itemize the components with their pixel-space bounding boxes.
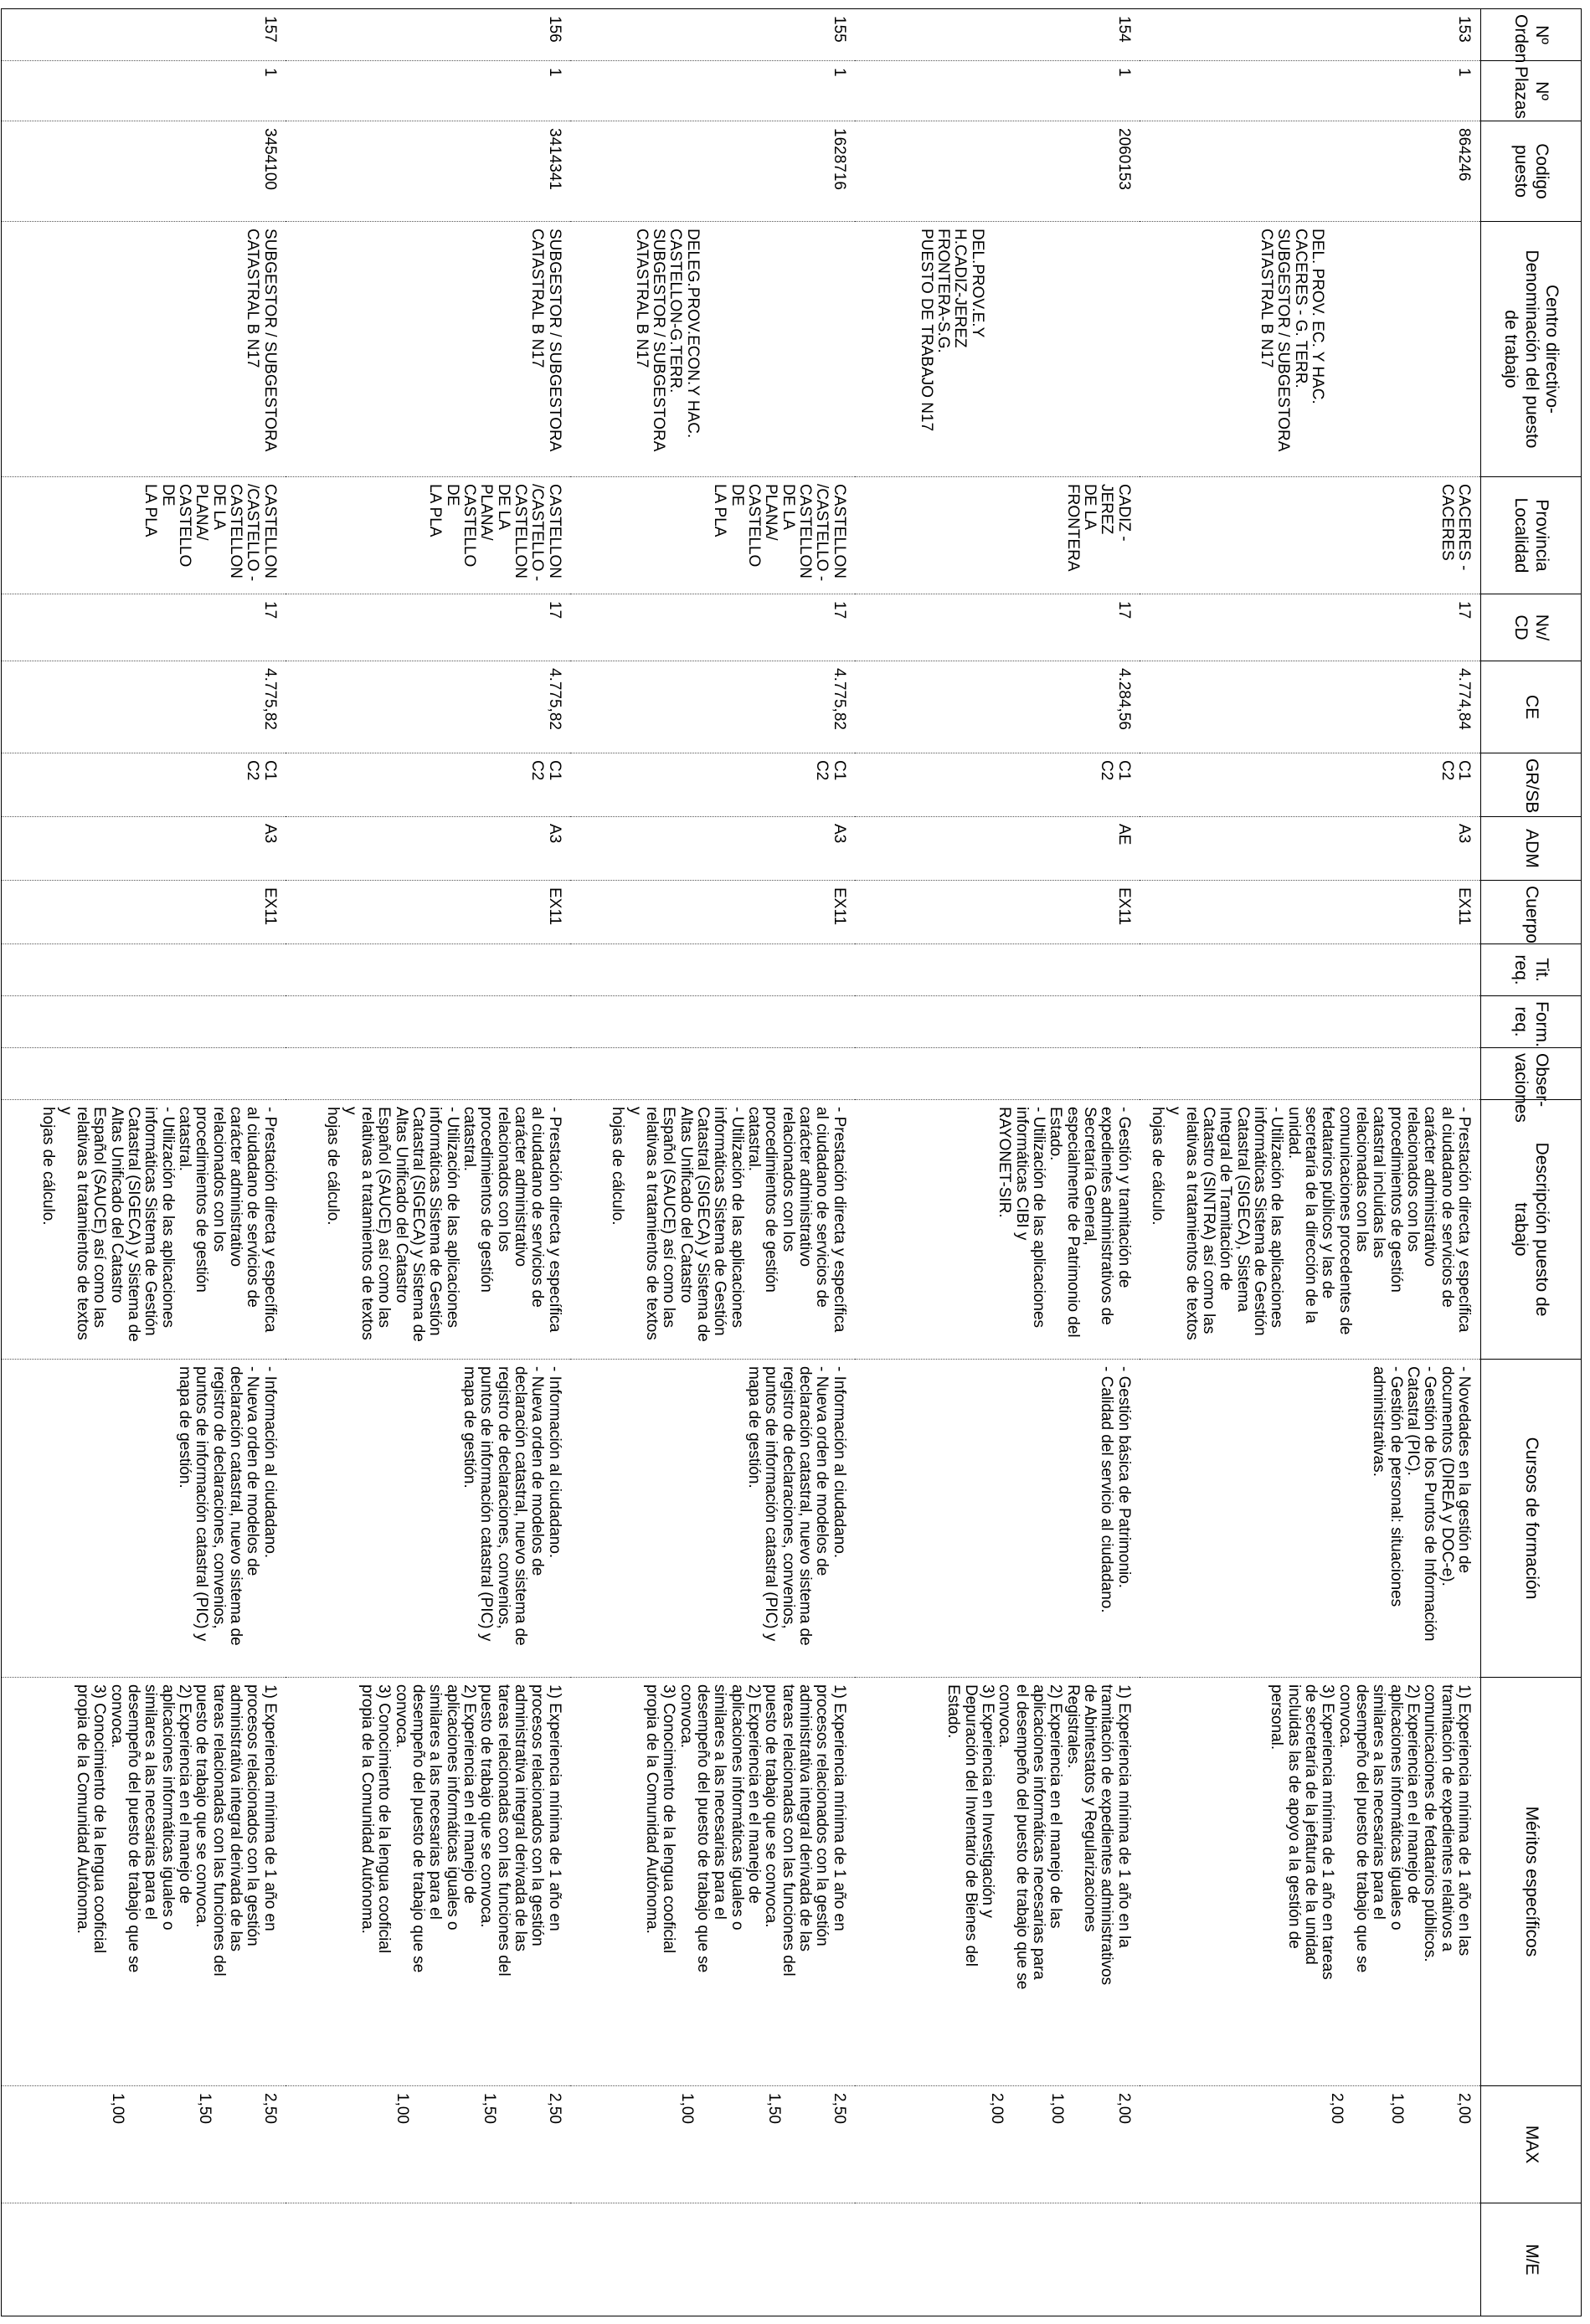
max-value-2: 1,00 [1047,2093,1066,2124]
max-value-2: 1,50 [195,2093,214,2124]
cell-cuerpo: EX11 [286,881,571,944]
header-obs: Obser- vaciones [1481,1048,1582,1100]
cell-centro: SUBGESTOR / SUBGESTORA CATASTRAL B N17 [2,222,286,477]
cell-cursos: - Novedades en la gestión de documentos (DIREA y DOC-e). - Gestión de los Puntos de Información Catastral (PIC). - Gestión de personal: situaciones administrativas. [1140,1360,1481,1678]
cell-provincia: CASTELLON /CASTELLO - CASTELLON DE LA PLANA/ CASTELLO DE LA PLA [571,477,856,594]
header-cursos: Cursos de formación [1481,1360,1582,1678]
cell-max [2,2086,286,2203]
table-row [1140,9,1481,2316]
header-tit: Tit. req. [1481,944,1582,996]
header-meritos: Méritos específicos [1481,1678,1582,2086]
cell-codigo: 3414341 [286,121,571,222]
header-max: MAX [1481,2086,1582,2203]
cell-form [1140,996,1481,1048]
cell-plazas: 1 [1140,61,1481,121]
table-row [571,9,856,2316]
cell-descripcion: - Prestación directa y específica al ciudadano de servicios de carácter administrativo relacionados con los procedimientos de gestión catastral incluidas las relacionadas con las comunicaciones procedentes de fedatarios públicos y las de secretaría de la dirección de la unidad. - Utilización de las aplicaciones informáticas Sistema de Gestión Catastral (SIGECA), Sistema Integral de Tramitación de Catastro (SINTRA) así como las relativas a tratamientos de textos y hojas de cálculo. [1140,1100,1481,1360]
cell-plazas: 1 [571,61,856,121]
cell-provincia: CASTELLON /CASTELLO - CASTELLON DE LA PLANA/ CASTELLO DE LA PLA [286,477,571,594]
cell-meritos: 1) Experiencia mínima de 1 año en procesos relacionados con la gestión administrativa integral derivada de las tareas relacionadas con las funciones del puesto de trabajo que se convoca. 2) Experiencia en el manejo de aplicaciones informáticas iguales o similares a las necesarias para el desempeño del puesto de trabajo que se convoca. 3) Conocimiento de la lengua cooficial propia de la Comunidad Autónoma. [2,1678,286,2086]
cell-descripcion: - Prestación directa y específica al ciudadano de servicios de carácter administrativo relacionados con los procedimientos de gestión catastral. - Utilización de las aplicaciones informáticas Sistema de Gestión Catastral (SIGECA) y Sistema de Altas Unificado del Catastro Español (SAUCE) así como las relativas a tratamientos de textos y hojas de cálculo. [286,1100,571,1360]
cell-codigo: 1628716 [571,121,856,222]
max-value-1: 2,00 [1455,2093,1473,2124]
cell-cursos: - Gestión básica de Patrimonio. - Calidad del servicio al ciudadano. [856,1360,1140,1678]
max-value-2: 1,50 [764,2093,783,2124]
cell-form [286,996,571,1048]
table-row [286,9,571,2316]
table-row [856,9,1140,2316]
cell-me [286,2203,571,2316]
cell-meritos: 1) Experiencia mínima de 1 año en las tramitación de expedientes relativos a comunicaciones de fedatarios públicos. 2) Experiencia en el manejo de aplicaciones informáticas iguales o similares a las necesarias para el desempeño del puesto de trabajo que se convoca. 3) Experiencia mínima de 1 año en tareas de secretaría de la jefatura de la unidad incluidas las de apoyo a la gestión de personal. [1140,1678,1481,2086]
cell-form [2,996,286,1048]
cell-nivel: 17 [2,594,286,661]
job-positions-table [1,8,1582,2316]
cell-cursos: - Información al ciudadano. - Nueva orden de modelos de declaración catastral, nuevo sistema de registro de declaraciones, convenios, puntos de información catastral (PIC) y mapa de gestión. [571,1360,856,1678]
cell-me [856,2203,1140,2316]
cell-ce: 4.284,56 [856,661,1140,753]
cell-adm: A3 [286,817,571,881]
max-value-2: 1,00 [1388,2093,1406,2124]
header-nivel: Nv/ CD [1481,594,1582,661]
cell-tit [286,944,571,996]
cell-ce: 4.775,82 [571,661,856,753]
max-value-3: 1,00 [108,2093,126,2124]
cell-cursos: - Información al ciudadano. - Nueva orden de modelos de declaración catastral, nuevo sistema de registro de declaraciones, convenios, puntos de información catastral (PIC) y mapa de gestión. [2,1360,286,1678]
max-value-3: 2,00 [1328,2093,1346,2124]
cell-adm: AE [856,817,1140,881]
cell-max [286,2086,571,2203]
cell-grsb: C1 C2 [571,753,856,817]
max-value-1: 2,50 [545,2093,563,2124]
cell-orden: 156 [286,9,571,61]
cell-plazas: 1 [286,61,571,121]
max-value-1: 2,50 [260,2093,279,2124]
cell-grsb: C1 C2 [2,753,286,817]
cell-grsb: C1 C2 [856,753,1140,817]
cell-form [856,996,1140,1048]
cell-orden: 157 [2,9,286,61]
max-value-3: 1,00 [393,2093,411,2124]
cell-obs [286,1048,571,1100]
cell-cuerpo: EX11 [2,881,286,944]
cell-nivel: 17 [286,594,571,661]
cell-plazas: 1 [856,61,1140,121]
cell-centro: DEL. PROV. EC. Y HAC. CACERES - G. TERR. SUBGESTOR / SUBGESTORA CATASTRAL B N17 [1140,222,1481,477]
cell-me [571,2203,856,2316]
cell-cuerpo: EX11 [571,881,856,944]
cell-meritos: 1) Experiencia mínima de 1 año en la tramitación de expedientes administrativos de Abintestatos y Regularizaciones Registrales. 2) Experiencia en el manejo de las aplicaciones informáticas necesarias para el desempeño del puesto de trabajo que se convoca. 3) Experiencia en Investigación y Depuración del Inventario de Bienes del Estado. [856,1678,1140,2086]
cell-obs [856,1048,1140,1100]
max-value-3: 2,00 [987,2093,1006,2124]
header-row [1481,9,1582,2316]
header-descripcion: Descripción puesto de trabajo [1481,1100,1582,1360]
cell-provincia: CADIZ - JEREZ DE LA FRONTERA [856,477,1140,594]
header-orden: Nº Orden [1481,9,1582,61]
cell-max [856,2086,1140,2203]
cell-tit [1140,944,1481,996]
header-codigo: Codigo puesto [1481,121,1582,222]
header-provincia: Provincia Localidad [1481,477,1582,594]
cell-codigo: 3454100 [2,121,286,222]
max-value-1: 2,00 [1114,2093,1133,2124]
header-me: M/E [1481,2203,1582,2316]
max-value-2: 1,50 [480,2093,498,2124]
cell-centro: DELEG.PROV.ECON.Y HAC. CASTELLON-G.TERR. SUBGESTOR / SUBGESTORA CATASTRAL B N17 [571,222,856,477]
cell-nivel: 17 [856,594,1140,661]
cell-meritos: 1) Experiencia mínima de 1 año en procesos relacionados con la gestión administrativa integral derivada de las tareas relacionadas con las funciones del puesto de trabajo que se convoca. 2) Experiencia en el manejo de aplicaciones informáticas iguales o similares a las necesarias para el desempeño del puesto de trabajo que se convoca. 3) Conocimiento de la lengua cooficial propia de la Comunidad Autónoma. [286,1678,571,2086]
header-form: Form. req. [1481,996,1582,1048]
cell-cuerpo: EX11 [856,881,1140,944]
header-cuerpo: Cuerpo [1481,881,1582,944]
cell-descripcion: - Prestación directa y específica al ciudadano de servicios de carácter administrativo relacionados con los procedimientos de gestión catastral. - Utilización de las aplicaciones informáticas Sistema de Gestión Catastral (SIGECA) y Sistema de Altas Unificado del Catastro Español (SAUCE) así como las relativas a tratamientos de textos y hojas de cálculo. [571,1100,856,1360]
cell-tit [2,944,286,996]
header-grsb: GR/SB [1481,753,1582,817]
cell-orden: 154 [856,9,1140,61]
cell-provincia: CACERES - CACERES [1140,477,1481,594]
cell-plazas: 1 [2,61,286,121]
cell-provincia: CASTELLON /CASTELLO - CASTELLON DE LA PLANA/ CASTELLO DE LA PLA [2,477,286,594]
cell-grsb: C1 C2 [1140,753,1481,817]
cell-meritos: 1) Experiencia mínima de 1 año en procesos relacionados con la gestión administrativa integral derivada de las tareas relacionadas con las funciones del puesto de trabajo que se convoca. 2) Experiencia en el manejo de aplicaciones informáticas iguales o similares a las necesarias para el desempeño del puesto de trabajo que se convoca. 3) Conocimiento de la lengua cooficial propia de la Comunidad Autónoma. [571,1678,856,2086]
header-adm: ADM [1481,817,1582,881]
cell-cursos: - Información al ciudadano. - Nueva orden de modelos de declaración catastral, nuevo sistema de registro de declaraciones, convenios, puntos de información catastral (PIC) y mapa de gestión. [286,1360,571,1678]
cell-centro: DEL.PROV.E.Y H.CADIZ-JEREZ FRONTERA-S.G. PUESTO DE TRABAJO N17 [856,222,1140,477]
cell-obs [571,1048,856,1100]
header-ce: CE [1481,661,1582,753]
cell-centro: SUBGESTOR / SUBGESTORA CATASTRAL B N17 [286,222,571,477]
cell-adm: A3 [1140,817,1481,881]
header-plazas: Nº Plazas [1481,61,1582,121]
cell-nivel: 17 [1140,594,1481,661]
cell-ce: 4.774,84 [1140,661,1481,753]
max-value-1: 2,50 [830,2093,848,2124]
cell-form [571,996,856,1048]
cell-nivel: 17 [571,594,856,661]
cell-max [571,2086,856,2203]
cell-cuerpo: EX11 [1140,881,1481,944]
cell-adm: A3 [571,817,856,881]
max-value-3: 1,00 [677,2093,696,2124]
cell-codigo: 2060153 [856,121,1140,222]
cell-ce: 4.775,82 [2,661,286,753]
cell-me [2,2203,286,2316]
cell-descripcion: - Gestión y tramitación de expedientes administrativos de Secretaría General, especialmente de Patrimonio del Estado. - Utilización de las aplicaciones informáticas CIBI y RAYONET-SIR. [856,1100,1140,1360]
table-row [2,9,286,2316]
cell-grsb: C1 C2 [286,753,571,817]
cell-ce: 4.775,82 [286,661,571,753]
cell-tit [856,944,1140,996]
cell-adm: A3 [2,817,286,881]
cell-me [1140,2203,1481,2316]
cell-descripcion: - Prestación directa y específica al ciudadano de servicios de carácter administrativo relacionados con los procedimientos de gestión catastral. - Utilización de las aplicaciones informáticas Sistema de Gestión Catastral (SIGECA) y Sistema de Altas Unificado del Catastro Español (SAUCE) así como las relativas a tratamientos de textos y hojas de cálculo. [2,1100,286,1360]
cell-orden: 155 [571,9,856,61]
cell-codigo: 864246 [1140,121,1481,222]
cell-obs [2,1048,286,1100]
cell-orden: 153 [1140,9,1481,61]
cell-tit [571,944,856,996]
cell-max [1140,2086,1481,2203]
header-centro: Centro directivo- Denominación del puesto de trabajo [1481,222,1582,477]
cell-obs [1140,1048,1481,1100]
